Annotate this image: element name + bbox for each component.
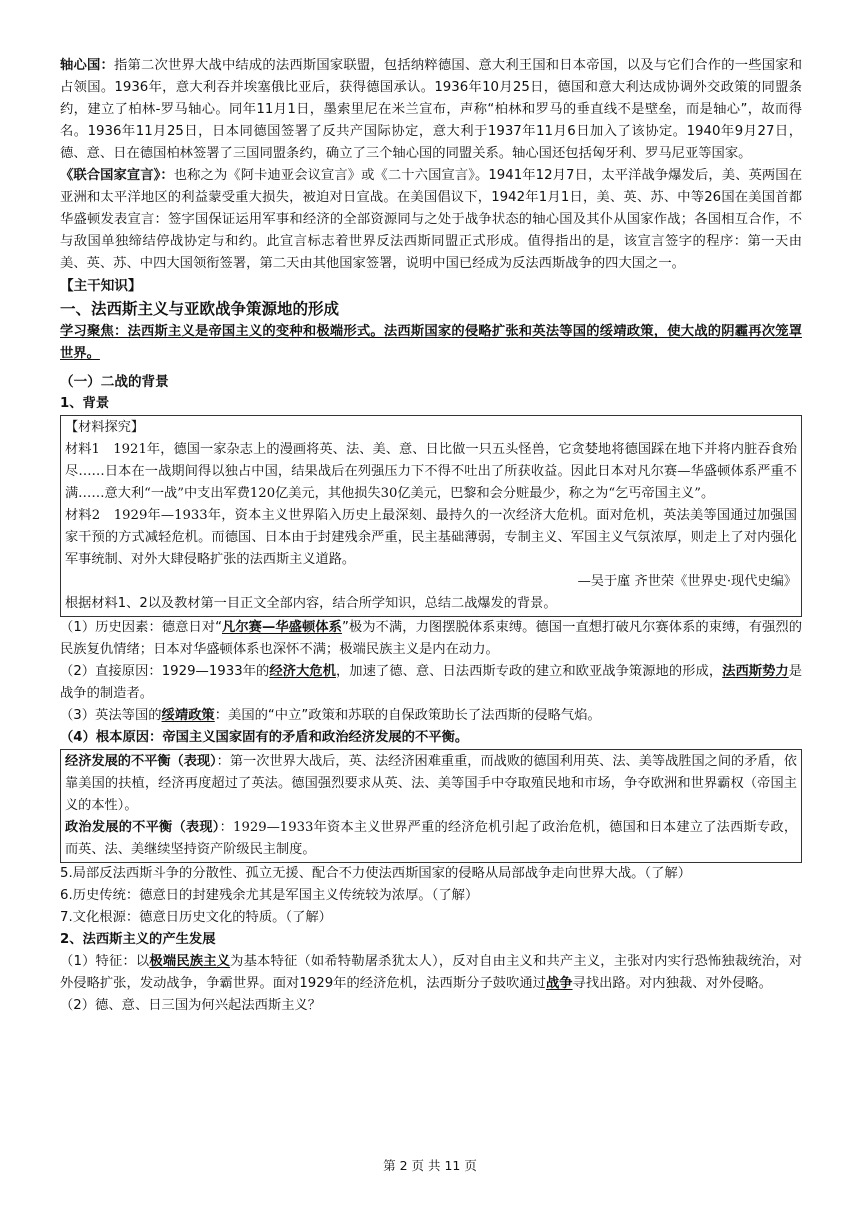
key-term: 法西斯势力	[722, 664, 789, 679]
item-root-cause: （4）根本原因：帝国主义国家固有的矛盾和政治经济发展的不平衡。	[60, 730, 469, 745]
page-footer: 第 2 页 共 11 页	[383, 1158, 477, 1173]
key-term: 战争	[545, 976, 573, 991]
subsection-title: （一）二战的背景	[60, 374, 169, 390]
political-uneven: 政治发展的不平衡（表现）：1929—1933年资本主义世界严重的经济危机引起了政治危机，德国和日本建立了法西斯专政，而英、法、美继续坚持资产阶级民主制度。	[65, 820, 798, 857]
axis-powers-text: 指第二次世界大战中结成的法西斯国家联盟，包括纳粹德国、意大利王国和日本帝国，以及与它们合作的一些国家和占领国。1936年，意大利吞并埃塞俄比亚后，获得德国承认。1936年10月25日，德国和意大利达成协调外交政策的同盟条约，建立了柏林-罗马轴心。同年11月1日，墨索里尼在米兰宣布，声称“柏林和罗马的垂直线不是壁垒，而是轴心”，故而得名。1936年11月25日，日本同德国签署了反共产国际协定，意大利于1937年11月6日加入了该协定。1940年9月27日，德、意、日在德国柏林签署了三国同盟条约，确立了三个轴心国的同盟关系。轴心国还包括匈牙利、罗马尼亚等国家。	[60, 58, 803, 161]
economic-uneven: 经济发展的不平衡（表现）：第一次世界大战后，英、法经济困难重重，而战败的德国利用英、法、美等战胜国之间的矛盾，依靠美国的扶植，经济再度超过了英法。德国强烈要求从英、法、美等国手中夺取殖民地和市场，争夺欧洲和世界霸权（帝国主义的本性）。	[65, 754, 797, 813]
item-appeasement: （3）英法等国的绥靖政策：美国的“中立”政策和苏联的自保政策助长了法西斯的侵略气焰。	[60, 708, 601, 723]
uneven-development-box	[60, 749, 802, 863]
question-2: （2）德、意、日三国为何兴起法西斯主义？	[60, 998, 322, 1013]
material-box	[60, 415, 802, 617]
question-1: 根据材料1、2以及教材第一目正文全部内容，结合所学知识，总结二战爆发的背景。	[65, 596, 557, 611]
material-2: 材料2 1929年—1933年，资本主义世界陷入历史上最深刻、最持久的一次经济大危机。面对危机，英法美等国通过加强国家干预的方式减轻危机。而德国、日本由于封建残余严重，民主基础薄弱，专制主义、军国主义气氛浓厚，则走上了对内强化军事统制、对外大肆侵略扩张的法西斯主义道路。	[65, 508, 797, 567]
un-declaration-term: 《联合国家宣言》：	[60, 168, 174, 183]
item-direct-cause: （2）直接原因：1929—1933年的经济大危机，加速了德、意、日法西斯专政的建立和欧亚战争策源地的形成，法西斯势力是战争的制造者。	[60, 664, 803, 701]
main-knowledge-heading: 【主干知识】	[60, 278, 142, 294]
material-box-head: 【材料探究】	[65, 420, 145, 435]
fascism-features: （1）特征：以极端民族主义为基本特征（如希特勒屠杀犹太人），反对自由主义和共产主义，主张对内实行恐怖独裁统治，对外侵略扩张，发动战争，争霸世界。面对1929年的经济危机，法西斯分子鼓吹通过战争寻找出路。对内独裁、对外侵略。	[60, 954, 803, 991]
key-term: 经济大危机	[269, 664, 336, 679]
material-1: 材料1 1921年，德国一家杂志上的漫画将英、法、美、意、日比做一只五头怪兽，它贪婪地将德国踩在地下并将内脏吞食殆尽……日本在一战期间得以独占中国，结果战后在列强压力下不得不吐出了所获收益。因此日本对凡尔赛—华盛顿体系严重不满……意大利“一战”中支出军费120亿美元，其他损失30亿美元，巴黎和会分赃最少，称之为“乞丐帝国主义”。	[65, 442, 797, 501]
item-historical-factor: （1）历史因素：德意日对“凡尔赛—华盛顿体系”极为不满，力图摆脱体系束缚。德国一直想打破凡尔赛体系的束缚，有强烈的民族复仇情绪；日本对华盛顿体系也深怀不满；极端民族主义是内在动力。	[60, 620, 803, 657]
key-term: 绥靖政策	[161, 708, 215, 723]
section-title: 一、法西斯主义与亚欧战争策源地的形成	[60, 300, 340, 318]
document-page	[60, 55, 802, 1017]
key-term: 极端民族主义	[149, 954, 231, 969]
item-5: 5.局部反法西斯斗争的分散性、孤立无援、配合不力使法西斯国家的侵略从局部战争走向世界大战。（了解）	[60, 866, 691, 881]
axis-powers-paragraph	[60, 55, 802, 165]
un-declaration-paragraph	[60, 165, 802, 275]
item-7: 7.文化根源：德意日历史文化的特质。（了解）	[60, 910, 332, 925]
key-term: 凡尔赛—华盛顿体系	[221, 620, 342, 635]
material-source: —吴于廑 齐世荣《世界史·现代史编》	[577, 574, 797, 589]
un-declaration-text: 也称之为《阿卡迪亚会议宣言》或《二十六国宣言》。1941年12月7日，太平洋战争爆发后，美、英两国在亚洲和太平洋地区的利益蒙受重大损失，被迫对日宣战。在美国倡议下，1942年1月1日，美、英、苏、中等26国在美国首都华盛顿发表宣言：签字国保证运用军事和经济的全部资源同与之处于战争状态的轴心国及其仆从国家作战；各国相互合作，不与敌国单独缔结停战协定与和约。此宣言标志着世界反法西斯同盟正式形成。值得指出的是，该宣言签字的程序：第一天由美、英、苏、中四大国领衔签署，第二天由其他国家签署，说明中国已经成为反法西斯战争的四大国之一。	[60, 168, 802, 271]
axis-powers-term: 轴心国：	[60, 58, 114, 73]
item-6: 6.历史传统：德意日的封建残余尤其是军国主义传统较为浓厚。（了解）	[60, 888, 479, 903]
learning-focus: 学习聚焦：法西斯主义是帝国主义的变种和极端形式。法西斯国家的侵略扩张和英法等国的绥靖政策，使大战的阴霾再次笼罩世界。	[60, 324, 802, 361]
fascism-heading: 2、法西斯主义的产生发展	[60, 932, 216, 947]
background-heading: 1、背景	[60, 396, 110, 411]
